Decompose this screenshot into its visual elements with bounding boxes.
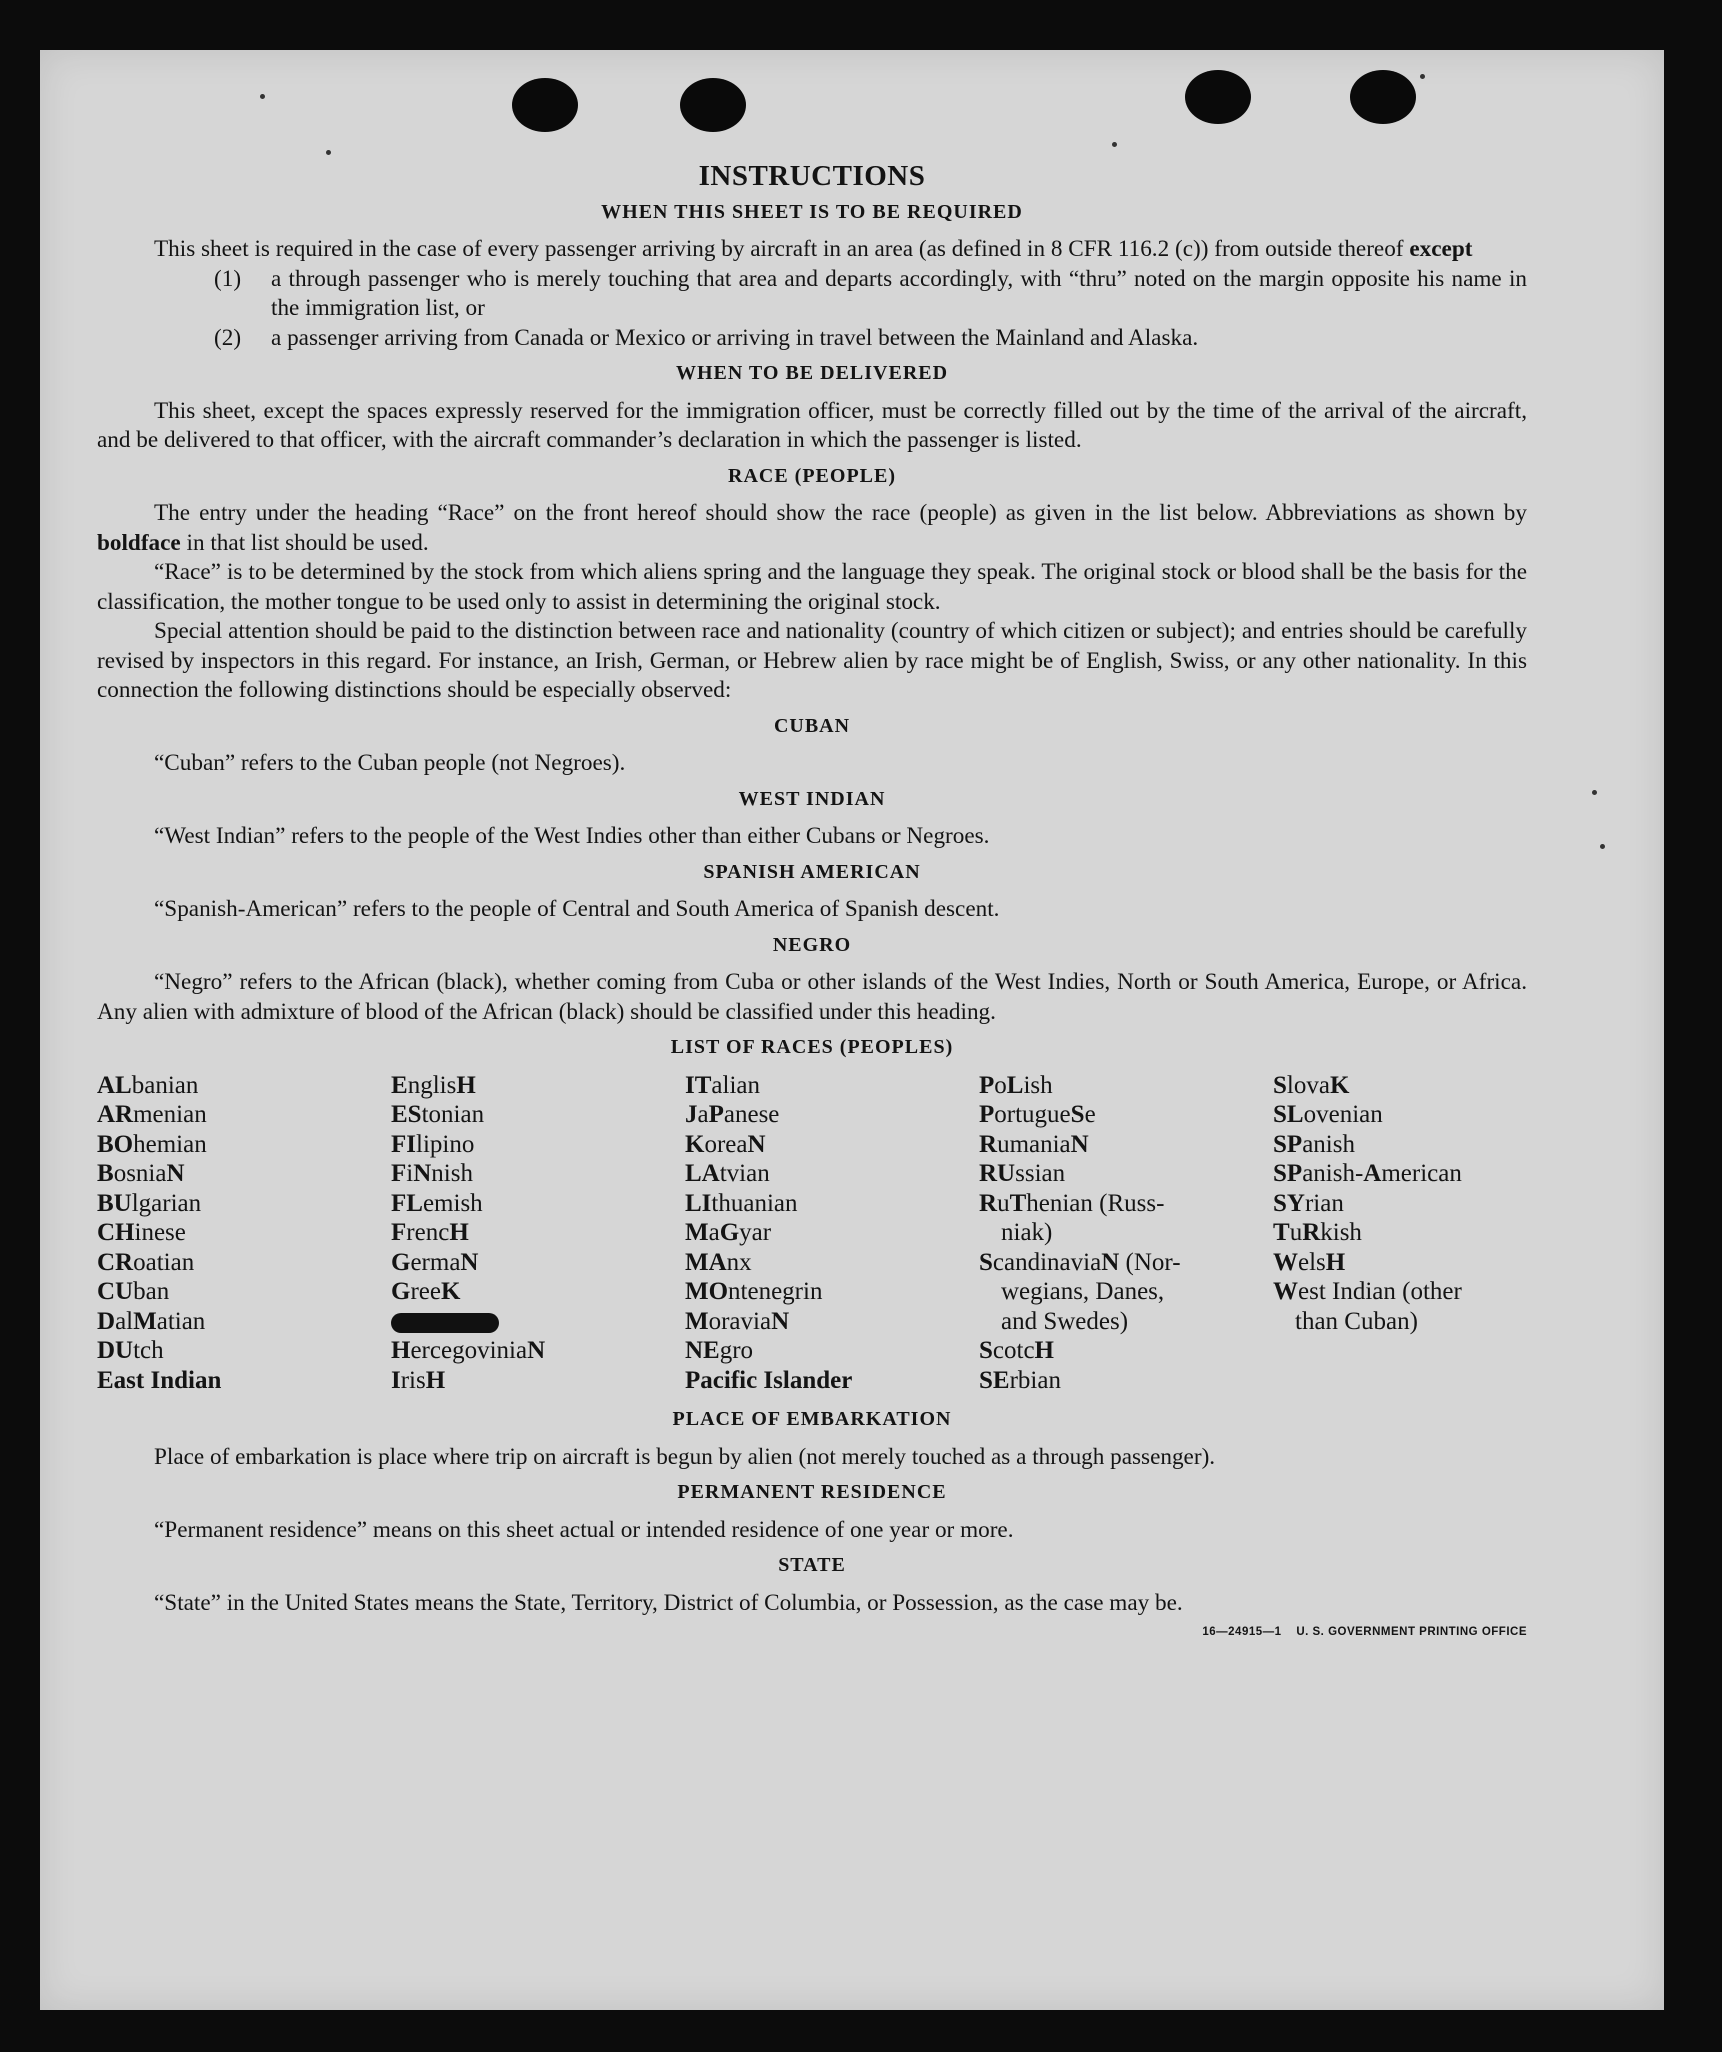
race-entry: ARmenian	[97, 1101, 207, 1128]
heading-list-of-races: LIST OF RACES (PEOPLES)	[670, 1036, 954, 1058]
race-entry: SlovaK	[1273, 1071, 1350, 1099]
race-entry: WelsH	[1273, 1248, 1346, 1276]
race-entry: SErbian	[979, 1366, 1061, 1394]
race-entry: HercegoviniaN	[391, 1337, 546, 1364]
heading-race: RACE (PEOPLE)	[728, 464, 896, 487]
race-entry: ALbanian	[97, 1071, 199, 1099]
speck	[260, 94, 265, 99]
race-entry: SYrian	[1273, 1189, 1344, 1217]
race-paragraph-1: The entry under the heading “Race” on the front hereof should show the race (people) as given in the list below. Abbreviations as shown by boldface in that list should be used.	[97, 500, 1527, 556]
race-entry: BosniaN	[97, 1160, 185, 1187]
race-entry: wegians, Danes,	[1001, 1278, 1165, 1305]
race-entry: ITalian	[685, 1071, 760, 1099]
race-entry: niak)	[1001, 1219, 1053, 1246]
state-text: “State” in the United States means the State, Territory, District of Columbia, or Possession, as the case may be.	[154, 1589, 1183, 1616]
race-entry: SPanish-American	[1273, 1160, 1462, 1187]
exception-item-2: (2) a passenger arriving from Canada or Mexico or arriving in travel between the Mainland and Alaska.	[214, 324, 1199, 351]
punch-hole	[512, 78, 578, 132]
race-entry: EnglisH	[391, 1071, 476, 1099]
speck	[326, 150, 331, 155]
race-entry: SPanish	[1273, 1130, 1355, 1158]
races-column	[685, 1071, 979, 1396]
document-sheet	[40, 50, 1664, 2010]
west-indian-text: “West Indian” refers to the people of the West Indies other than either Cubans or Negroes.	[154, 823, 990, 849]
race-entry: JaPanese	[685, 1101, 780, 1128]
race-paragraph-3: Special attention should be paid to the distinction between race and nationality (country of which citizen or subject); and entries should be carefully revised by inspectors in this regard. For instance, an Irish, German, or Hebrew alien by race might be of English, Swiss, or any other nationality. In this connection the following distinctions should be especially observed:	[97, 618, 1527, 703]
races-column	[97, 1071, 391, 1396]
race-entry: KoreaN	[685, 1130, 766, 1158]
residence-text: “Permanent residence” means on this sheet actual or intended residence of one year or more.	[154, 1516, 1014, 1543]
printer-imprint: 16—24915—1 U. S. GOVERNMENT PRINTING OFFICE	[1202, 1626, 1527, 1638]
race-entry: FLemish	[391, 1189, 483, 1217]
race-entry: Pacific Islander	[685, 1366, 853, 1394]
speck	[1592, 790, 1597, 795]
race-entry: PortugueSe	[979, 1101, 1096, 1128]
speck	[1420, 74, 1425, 79]
race-entry: DUtch	[97, 1337, 164, 1364]
race-entry: MAnx	[685, 1248, 752, 1276]
spanish-american-text: “Spanish-American” refers to the people of Central and South America of Spanish descent.	[154, 896, 1000, 922]
embarkation-text: Place of embarkation is place where trip on aircraft is begun by alien (not merely touched as a through passenger).	[154, 1443, 1216, 1470]
race-entry: FIlipino	[391, 1130, 475, 1158]
heading-west-indian: WEST INDIAN	[738, 787, 886, 810]
heading-negro: NEGRO	[772, 933, 852, 956]
races-column	[391, 1071, 685, 1396]
race-entry: CUban	[97, 1278, 170, 1305]
race-entry: East Indian	[97, 1366, 222, 1394]
speck	[1112, 142, 1117, 147]
race-entry: MOntenegrin	[685, 1278, 823, 1305]
race-entry: BUlgarian	[97, 1189, 202, 1217]
race-entry: BOhemian	[97, 1130, 207, 1158]
punch-hole	[1350, 70, 1416, 124]
heading-state: STATE	[778, 1554, 846, 1576]
exception-item-1: (1) a through passenger who is merely touching that area and departs accordingly, with “thru” noted on the margin opposite his name in the immigration list, or	[214, 265, 1527, 321]
race-entry: TuRkish	[1273, 1219, 1362, 1246]
race-entry: and Swedes)	[1001, 1307, 1129, 1335]
race-entry: ScotcH	[979, 1337, 1054, 1364]
race-entry: than Cuban)	[1295, 1307, 1418, 1335]
race-entry	[391, 1307, 685, 1337]
race-entry: DalMatian	[97, 1307, 206, 1335]
race-entry: IrisH	[391, 1366, 446, 1394]
race-entry: MaGyar	[685, 1219, 772, 1246]
page-title: INSTRUCTIONS	[698, 160, 926, 192]
race-entry: GermaN	[391, 1248, 479, 1276]
race-entry: GreeK	[391, 1278, 461, 1305]
race-entry: SLovenian	[1273, 1101, 1383, 1128]
punch-hole	[680, 78, 746, 132]
instructions-content	[97, 162, 1527, 1650]
speck	[1600, 844, 1605, 849]
race-entry: NEgro	[685, 1337, 754, 1364]
race-entry: MoraviaN	[685, 1307, 790, 1335]
races-column	[1273, 1071, 1567, 1396]
required-intro: This sheet is required in the case of every passenger arriving by aircraft in an area (as defined in 8 CFR 116.2 (c)) from outside thereof except	[154, 236, 1473, 262]
race-entry: LAtvian	[685, 1160, 770, 1187]
races-column	[979, 1071, 1273, 1396]
redaction-mark	[391, 1313, 499, 1333]
race-entry: FrencH	[391, 1219, 469, 1246]
heading-cuban: CUBAN	[773, 714, 851, 737]
heading-embarkation: PLACE OF EMBARKATION	[672, 1408, 952, 1430]
heading-required: WHEN THIS SHEET IS TO BE REQUIRED	[601, 200, 1023, 223]
footer	[97, 1618, 1527, 1650]
race-entry: FiNnish	[391, 1160, 473, 1187]
races-list	[97, 1071, 1527, 1396]
race-entry: PoLish	[979, 1071, 1053, 1099]
except-word: except	[1409, 236, 1473, 262]
race-entry: EStonian	[391, 1101, 485, 1128]
delivered-text: This sheet, except the spaces expressly reserved for the immigration officer, must be correctly filled out by the time of the arrival of the aircraft, and be delivered to that officer, with the aircraft commander’s declaration in which the passenger is listed.	[97, 397, 1527, 453]
heading-delivered: WHEN TO BE DELIVERED	[675, 362, 949, 384]
race-entry: RuThenian (Russ-	[979, 1189, 1165, 1217]
race-entry: ScandinaviaN (Nor-	[979, 1248, 1181, 1276]
race-entry: West Indian (other	[1273, 1278, 1462, 1305]
race-entry: CRoatian	[97, 1248, 195, 1276]
heading-residence: PERMANENT RESIDENCE	[677, 1481, 947, 1503]
race-entry: RumaniaN	[979, 1130, 1089, 1158]
heading-spanish-american: SPANISH AMERICAN	[703, 860, 921, 883]
race-entry: CHinese	[97, 1219, 186, 1246]
race-entry: LIthuanian	[685, 1189, 798, 1217]
negro-text: “Negro” refers to the African (black), whether coming from Cuba or other islands of the West Indies, North or South America, Europe, or Africa. Any alien with admixture of blood of the African (black) should be classified under this heading.	[97, 969, 1527, 1025]
race-paragraph-2: “Race” is to be determined by the stock from which aliens spring and the language they speak. The original stock or blood shall be the basis for the classification, the mother tongue to be used only to assist in determining the original stock.	[97, 559, 1527, 615]
punch-hole	[1185, 70, 1251, 124]
cuban-text: “Cuban” refers to the Cuban people (not Negroes).	[154, 750, 626, 776]
race-entry: RUssian	[979, 1160, 1066, 1187]
